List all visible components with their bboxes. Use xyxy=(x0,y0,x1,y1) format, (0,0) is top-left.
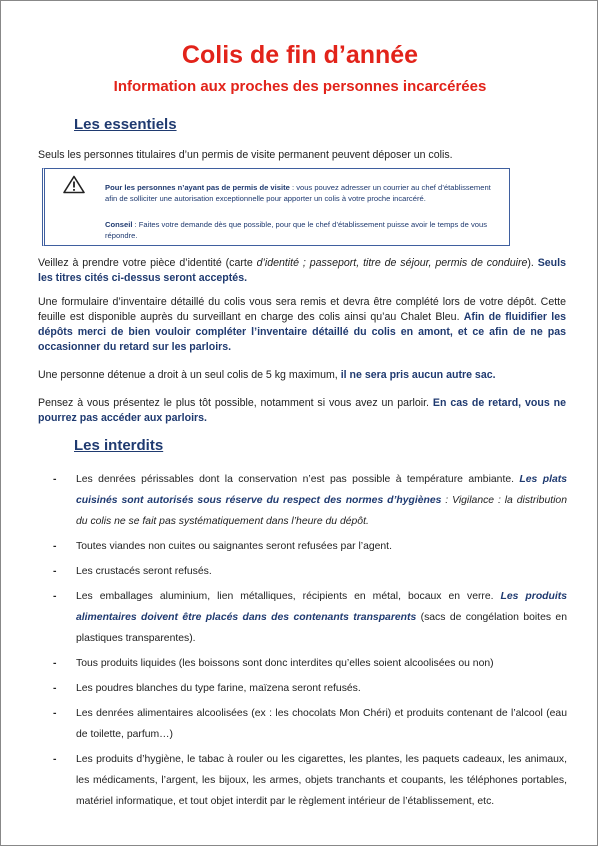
list-item xyxy=(51,536,567,557)
list-dash: - xyxy=(53,658,57,669)
list-item xyxy=(51,586,567,649)
text-segment: Les denrées périssables dont la conservation n’est pas possible à température ambiante. xyxy=(76,474,520,485)
list-dash: - xyxy=(53,566,57,577)
text-segment: Veillez à prendre votre pièce d’identité (carte xyxy=(38,257,257,269)
page-subtitle: Information aux proches des personnes incarcérées xyxy=(113,78,487,95)
info-box-text-advice: : Faites votre demande dès que possible, pour que le chef d’établissement puisse avoir le temps de vous répondre. xyxy=(105,220,488,240)
text-segment: Tous produits liquides (les boissons sont donc interdites qu’elles soient alcoolisées ou non) xyxy=(76,658,494,669)
paragraph-inventory xyxy=(38,295,566,355)
text-segment: Les denrées alimentaires alcoolisées (ex : les chocolats Mon Chéri) et produits contenant de l’alcool (eau de toilette, parfum…) xyxy=(76,708,567,740)
text-segment: Pensez à vous présentez le plus tôt possible, notamment si vous avez un parloir. xyxy=(38,397,433,409)
page-title: Colis de fin d’année xyxy=(181,41,419,69)
forbidden-items-list xyxy=(51,469,567,816)
text-segment-emphasis: Afin de fluidifier les dépôts merci de bien vouloir compléter l’inventaire détaillé du colis en amont, et ce afin de ne pas occasionner du retard sur les parloirs. xyxy=(38,311,566,353)
text-segment-emphasis: Seuls les titres cités ci-dessus seront acceptés. xyxy=(38,257,566,284)
info-box-line-visit-permit xyxy=(105,182,505,204)
list-dash: - xyxy=(53,591,57,602)
list-dash: - xyxy=(53,754,57,765)
list-item xyxy=(51,749,567,812)
text-segment: Les crustacés seront refusés. xyxy=(76,566,212,577)
intro-paragraph: Seuls les personnes titulaires d’un permis de visite permanent peuvent déposer un colis. xyxy=(38,149,453,161)
list-item xyxy=(51,469,567,532)
info-box-text-visit-permit: : vous pouvez adresser un courrier au chef d’établissement afin de solliciter une autorisation exceptionnelle pour apporter un colis à votre proche incarcéré. xyxy=(105,183,491,203)
text-segment: Les produits d’hygiène, le tabac à rouler ou les cigarettes, les plantes, les paquets cadeaux, les animaux, les médicaments, l’argent, les bijoux, les armes, objets tranchants et coupants, les téléphones portables, matériel informatique, et tout objet interdit par le règlement intérieur de l’établissement, etc. xyxy=(76,754,567,807)
text-segment: ). xyxy=(527,257,538,269)
list-item xyxy=(51,678,567,699)
list-dash: - xyxy=(53,474,57,485)
text-segment: Toutes viandes non cuites ou saignantes seront refusées par l’agent. xyxy=(76,541,392,552)
info-box-label-advice: Conseil xyxy=(105,220,133,229)
text-segment: Les emballages aluminium, lien métalliques, récipients en métal, bocaux en verre. xyxy=(76,591,501,602)
text-segment: Une personne détenue a droit à un seul colis de 5 kg maximum, xyxy=(38,369,341,381)
list-dash: - xyxy=(53,541,57,552)
list-item xyxy=(51,703,567,745)
text-segment-emphasis: En cas de retard, vous ne pourrez pas accéder aux parloirs. xyxy=(38,397,566,424)
text-segment-italic: : Vigilance : la distribution du colis ne se fait pas systématiquement dans l’heure du dépôt. xyxy=(76,495,567,527)
info-box xyxy=(42,168,510,246)
info-box-label-visit-permit: Pour les personnes n’ayant pas de permis de visite xyxy=(105,183,290,192)
warning-triangle-icon xyxy=(63,175,85,194)
list-dash: - xyxy=(53,683,57,694)
text-segment-emphasis: Les plats cuisinés sont autorisés sous réserve du respect des normes d’hygiènes xyxy=(76,474,568,506)
text-segment-emphasis: Les produits alimentaires doivent être placés dans des contenants transparents xyxy=(76,591,567,623)
list-item xyxy=(51,561,567,582)
info-box-line-advice xyxy=(105,219,505,241)
list-item xyxy=(51,653,567,674)
paragraph-arrival-time xyxy=(38,396,566,426)
text-segment: (sacs de congélation boites en plastiques transparentes). xyxy=(76,612,567,644)
paragraph-weight-limit xyxy=(38,368,566,383)
text-segment: Les poudres blanches du type farine, maïzena seront refusés. xyxy=(76,683,361,694)
text-segment: Une formulaire d’inventaire détaillé du colis vous sera remis et devra être complété lors de votre dépôt. Cette feuille est disponible auprès du surveillant en charge des colis ainsi qu’au Chalet Bleu. xyxy=(38,296,566,323)
paragraph-identity xyxy=(38,256,566,286)
text-segment-emphasis: il ne sera pris aucun autre sac. xyxy=(340,369,496,381)
list-dash: - xyxy=(53,708,57,719)
section-heading-essentiels: Les essentiels xyxy=(74,116,177,133)
text-segment-italic: d’identité ; passeport, titre de séjour, permis de conduire xyxy=(256,257,528,269)
section-heading-interdits: Les interdits xyxy=(74,437,164,454)
